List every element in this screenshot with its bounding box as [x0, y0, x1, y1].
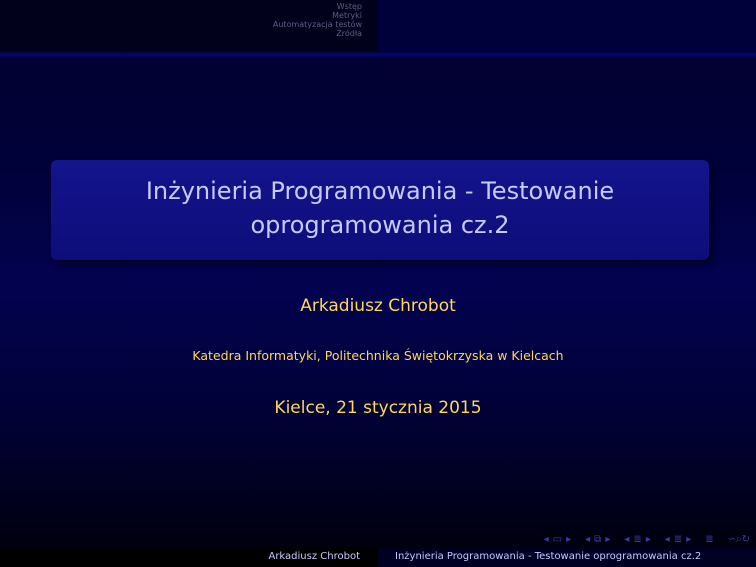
section-navigation [0, 0, 378, 51]
section-list [273, 2, 362, 38]
headline-bar [0, 0, 756, 51]
author-name: Arkadiusz Chrobot [300, 296, 456, 316]
presentation-date: Kielce, 21 stycznia 2015 [274, 398, 482, 418]
footer-right [378, 548, 756, 567]
outline-icon[interactable]: ≣ [705, 533, 714, 545]
footer-author: Arkadiusz Chrobot [268, 551, 360, 562]
subsection-prev-arrow-icon[interactable]: ◂ [585, 533, 591, 545]
section-link-metryki[interactable]: Metryki [332, 11, 362, 20]
subsection-navigation [378, 0, 756, 51]
section-link-zrodla[interactable]: Źródła [336, 29, 362, 38]
title-line-1: Inżynieria Programowania - Testowanie [145, 177, 615, 205]
section-link-automatyzacja[interactable]: Automatyzacja testów [272, 20, 362, 29]
section-icon[interactable]: ≣ [633, 533, 642, 545]
footer-left [0, 548, 378, 567]
section-link-wstep[interactable]: Wstęp [336, 2, 362, 11]
frame-icon[interactable]: ▭ [552, 533, 563, 545]
frame-next-arrow-icon[interactable]: ▸ [566, 533, 572, 545]
subsection-next-arrow-icon[interactable]: ▸ [605, 533, 611, 545]
document-prev-arrow-icon[interactable]: ◂ [664, 533, 670, 545]
document-next-arrow-icon[interactable]: ▸ [686, 533, 692, 545]
institute-name: Katedra Informatyki, Politechnika Świętokrzyska w Kielcach [192, 348, 564, 363]
headline-divider [0, 51, 756, 59]
title-line-2: oprogramowania cz.2 [250, 211, 510, 239]
title-block [51, 160, 709, 260]
document-icon[interactable]: ≣ [673, 533, 683, 545]
navigation-controls [544, 532, 750, 546]
footer-title: Inżynieria Programowania - Testowanie oprogramowania cz.2 [395, 551, 702, 562]
section-prev-arrow-icon[interactable]: ◂ [624, 533, 630, 545]
footer-bar [0, 548, 756, 567]
frame-prev-arrow-icon[interactable]: ◂ [543, 533, 549, 545]
section-next-arrow-icon[interactable]: ▸ [645, 533, 651, 545]
subsection-icon[interactable]: ⧉ [594, 533, 602, 545]
presentation-title [51, 174, 709, 242]
search-back-forward-icon[interactable]: ∽⌕↻ [727, 533, 750, 545]
